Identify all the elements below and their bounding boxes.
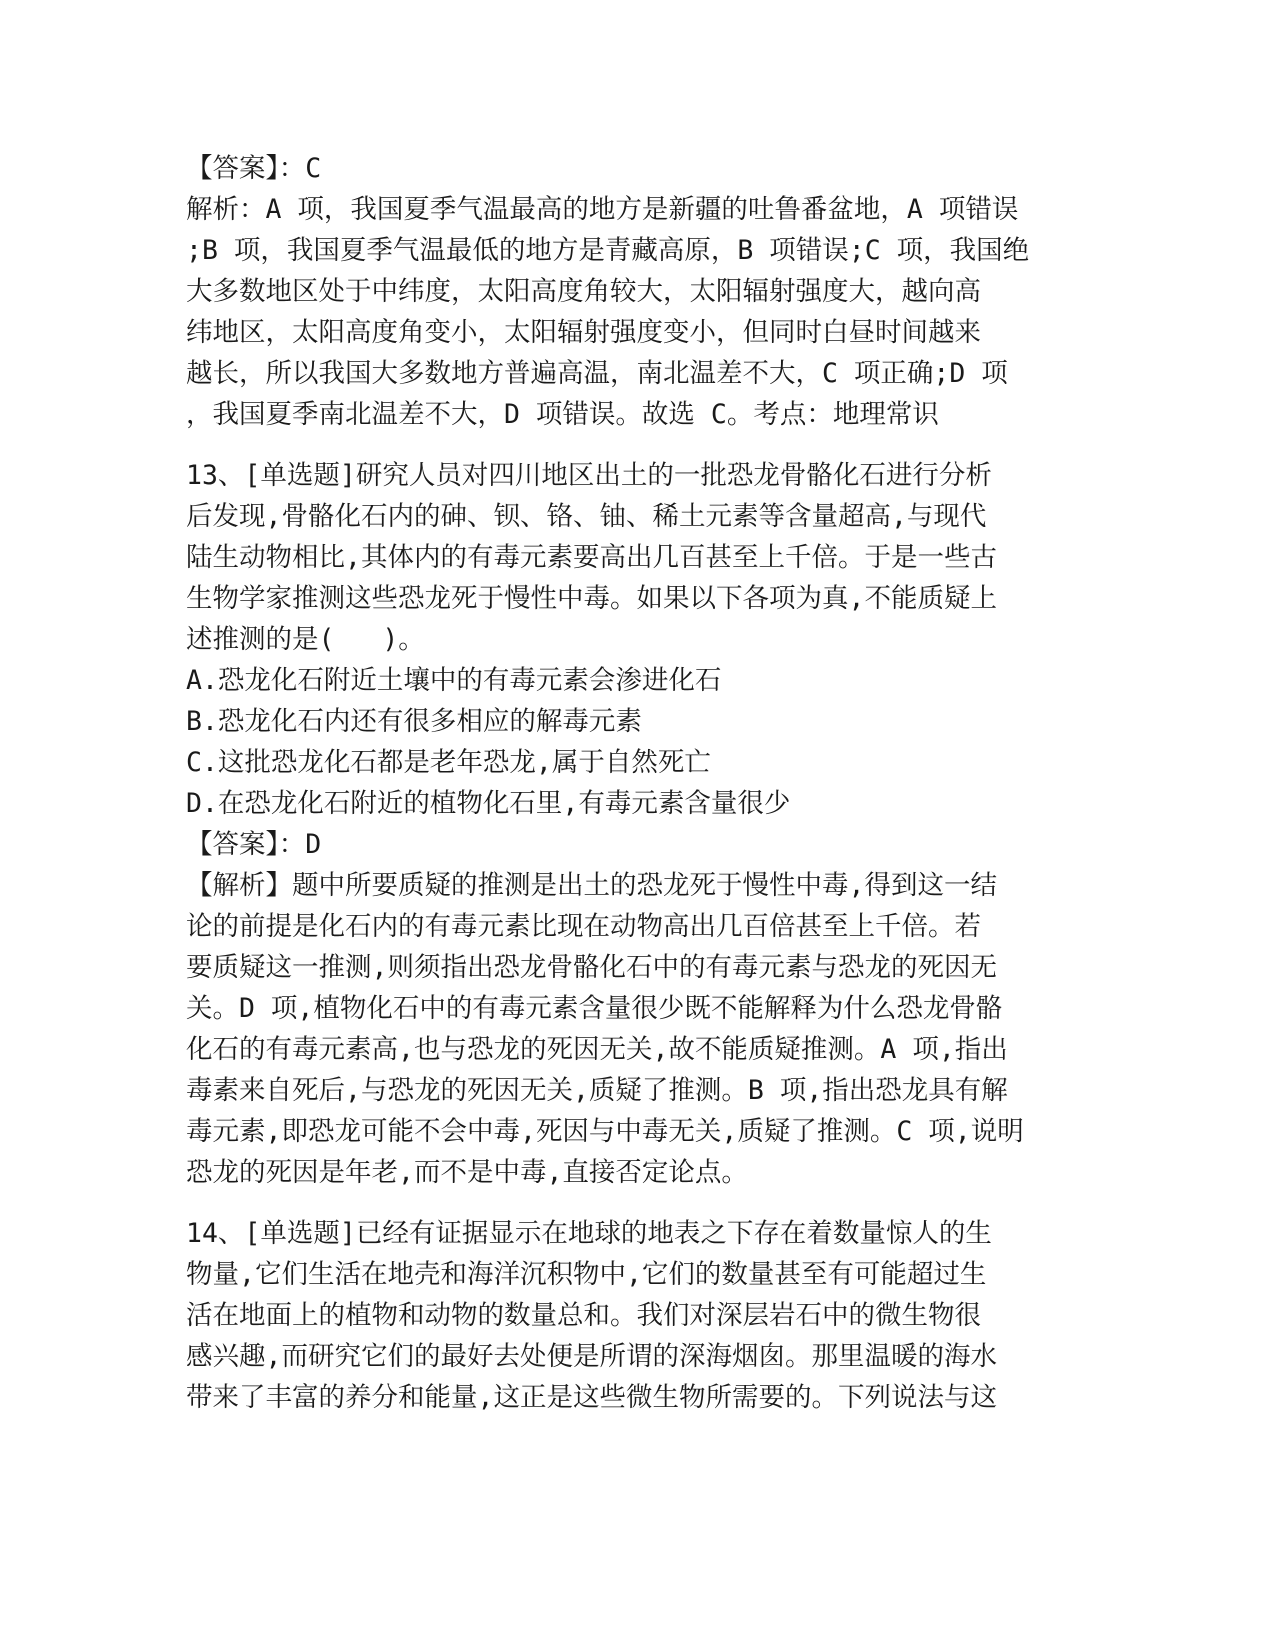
option-a: A.恐龙化石附近土壤中的有毒元素会渗进化石 — [186, 665, 722, 696]
answer-block-12 — [186, 148, 1086, 435]
analysis-line: 【解析】题中所要质疑的推测是出土的恐龙死于慢性中毒,得到这一结 — [186, 870, 997, 901]
analysis-line: ，我国夏季南北温差不大，D 项错误。故选 C。考点：地理常识 — [186, 399, 939, 430]
question-stem-line: 述推测的是( )。 — [186, 624, 425, 655]
question-stem-line: 物量,它们生活在地壳和海洋沉积物中,它们的数量甚至有可能超过生 — [186, 1259, 987, 1290]
analysis-line: 化石的有毒元素高,也与恐龙的死因无关,故不能质疑推测。A 项,指出 — [186, 1034, 1008, 1065]
answer-label: 【答案】：D — [186, 829, 322, 860]
question-stem-line: 后发现,骨骼化石内的砷、钡、铬、铀、稀土元素等含量超高,与现代 — [186, 501, 987, 532]
analysis-line: 解析：A 项，我国夏季气温最高的地方是新疆的吐鲁番盆地，A 项错误 — [186, 194, 1019, 225]
question-stem-line: 生物学家推测这些恐龙死于慢性中毒。如果以下各项为真,不能质疑上 — [186, 583, 997, 614]
document-page — [186, 148, 1086, 1418]
analysis-line: 毒元素,即恐龙可能不会中毒,死因与中毒无关,质疑了推测。C 项,说明 — [186, 1116, 1024, 1147]
question-stem-line: 13、[单选题]研究人员对四川地区出土的一批恐龙骨骼化石进行分析 — [186, 460, 992, 491]
answer-label: 【答案】：C — [186, 153, 322, 184]
analysis-line: 恐龙的死因是年老,而不是中毒,直接否定论点。 — [186, 1157, 748, 1188]
question-13 — [186, 455, 1086, 1193]
question-stem-line: 活在地面上的植物和动物的数量总和。我们对深层岩石中的微生物很 — [186, 1300, 981, 1331]
analysis-line: 关。D 项,植物化石中的有毒元素含量很少既不能解释为什么恐龙骨骼 — [186, 993, 1003, 1024]
option-c: C.这批恐龙化石都是老年恐龙,属于自然死亡 — [186, 747, 711, 778]
question-stem-line: 感兴趣,而研究它们的最好去处便是所谓的深海烟囱。那里温暖的海水 — [186, 1341, 997, 1372]
question-14 — [186, 1213, 1086, 1418]
analysis-line: 毒素来自死后,与恐龙的死因无关,质疑了推测。B 项,指出恐龙具有解 — [186, 1075, 1008, 1106]
analysis-line: 论的前提是化石内的有毒元素比现在动物高出几百倍甚至上千倍。若 — [186, 911, 981, 942]
analysis-line: 要质疑这一推测,则须指出恐龙骨骼化石中的有毒元素与恐龙的死因无 — [186, 952, 997, 983]
analysis-line: 大多数地区处于中纬度，太阳高度角较大，太阳辐射强度大，越向高 — [186, 276, 981, 307]
question-stem-line: 带来了丰富的养分和能量,这正是这些微生物所需要的。下列说法与这 — [186, 1382, 997, 1413]
analysis-line: ;B 项，我国夏季气温最低的地方是青藏高原，B 项错误;C 项，我国绝 — [186, 235, 1030, 266]
option-d: D.在恐龙化石附近的植物化石里,有毒元素含量很少 — [186, 788, 791, 819]
analysis-line: 越长，所以我国大多数地方普遍高温，南北温差不大，C 项正确;D 项 — [186, 358, 1008, 389]
option-b: B.恐龙化石内还有很多相应的解毒元素 — [186, 706, 642, 737]
question-stem-line: 陆生动物相比,其体内的有毒元素要高出几百甚至上千倍。于是一些古 — [186, 542, 997, 573]
analysis-line: 纬地区，太阳高度角变小，太阳辐射强度变小，但同时白昼时间越来 — [186, 317, 981, 348]
question-stem-line: 14、[单选题]已经有证据显示在地球的地表之下存在着数量惊人的生 — [186, 1218, 992, 1249]
